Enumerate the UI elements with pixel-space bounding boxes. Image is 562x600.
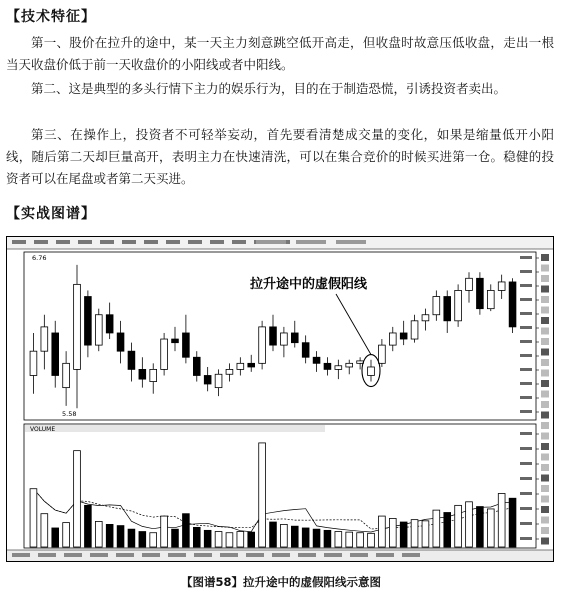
status-item [12, 553, 30, 557]
candle-body [63, 363, 70, 387]
candle-body [226, 369, 233, 374]
volume-bar [63, 523, 70, 547]
menu-item [232, 240, 246, 244]
menu-item [166, 240, 180, 244]
volume-bar [172, 529, 179, 547]
volume-bar [150, 533, 157, 547]
menu-item [210, 240, 224, 244]
status-item [376, 553, 394, 557]
candle-body [400, 333, 407, 339]
annotation-text: 拉升途中的虚假阳线 [250, 277, 368, 292]
candle-body [248, 363, 255, 367]
volume-bar [357, 533, 364, 547]
menu-item [34, 240, 48, 244]
volume-bar [379, 516, 386, 547]
volume-bar [106, 524, 113, 547]
figure-caption: 【图谱58】拉升途中的虚假阳线示意图 [180, 575, 381, 589]
toolbar-button [541, 401, 549, 408]
volume-bar [477, 507, 484, 547]
volume-bar [259, 443, 266, 547]
volume-header-strip [25, 425, 325, 432]
candle-body [368, 367, 375, 376]
candle-body [335, 366, 342, 370]
volume-bar [389, 518, 396, 547]
status-item [402, 553, 420, 557]
toolbar-button [541, 380, 549, 387]
volume-bar [139, 532, 146, 547]
toolbar-button [541, 338, 549, 345]
window-title-part [256, 240, 286, 244]
volume-bar [95, 521, 102, 547]
status-item [272, 553, 290, 557]
volume-bar [455, 505, 462, 547]
candle-body [117, 333, 124, 351]
volume-bar [346, 532, 353, 547]
candle-body [302, 343, 309, 358]
status-item [246, 553, 264, 557]
volume-bar [74, 451, 81, 547]
paragraph-2: 第二、这是典型的多头行情下主力的娱乐行为，目的在于制造恐慌，引诱投资者卖出。 [31, 81, 507, 96]
toolbar-button [541, 506, 549, 513]
candle-body [106, 315, 113, 333]
candle-body [30, 351, 37, 375]
menu-bar-items [12, 240, 366, 244]
price-tick-label [520, 284, 532, 287]
volume-indicator-label: VOLUME [30, 426, 56, 433]
volume-bar [324, 530, 331, 547]
volume-bar [281, 524, 288, 547]
toolbar-button [541, 265, 549, 272]
volume-bar [30, 489, 37, 547]
status-item [220, 553, 238, 557]
status-item [116, 553, 134, 557]
candle-body [172, 339, 179, 343]
menu-item [122, 240, 136, 244]
volume-tick-label [520, 492, 532, 495]
price-tick-label [520, 270, 532, 273]
toolbar-button [541, 254, 549, 261]
volume-bar [411, 520, 418, 547]
volume-bar [466, 502, 473, 547]
candle-body [487, 290, 494, 308]
candle-body [237, 363, 244, 369]
toolbar-button [541, 422, 549, 429]
volume-bar [313, 529, 320, 547]
toolbar-button [541, 359, 549, 366]
volume-bar [85, 505, 92, 547]
candle-body [433, 297, 440, 315]
menu-item [100, 240, 114, 244]
candle-body [52, 333, 59, 376]
status-item [350, 553, 368, 557]
candle-body [281, 333, 288, 345]
volume-bar [270, 522, 277, 547]
candle-body [41, 327, 48, 351]
candle-body [357, 361, 364, 363]
candlestick-chart-svg [6, 236, 554, 562]
candle-body [411, 321, 418, 339]
window-title-part [336, 240, 366, 244]
toolbar-button [541, 517, 549, 524]
toolbar-button [541, 307, 549, 314]
volume-bar [498, 493, 505, 547]
volume-bar [248, 532, 255, 547]
volume-bar [183, 514, 190, 547]
candle-body [193, 357, 200, 375]
candle-body [215, 374, 222, 387]
candle-body [324, 363, 331, 369]
candle-body [161, 339, 168, 369]
candle-body [477, 278, 484, 308]
volume-bar [117, 526, 124, 547]
price-high-label: 6.76 [32, 254, 47, 262]
stock-chart [6, 236, 554, 562]
toolbar-button [541, 527, 549, 534]
toolbar-button [541, 454, 549, 461]
status-item [90, 553, 108, 557]
menu-item [144, 240, 158, 244]
status-item [194, 553, 212, 557]
volume-bar [41, 514, 48, 547]
volume-bar [509, 498, 516, 547]
toolbar-button [541, 317, 549, 324]
toolbar-button [541, 464, 549, 471]
section-heading-features: 【技术特征】 [6, 9, 96, 25]
toolbar-button [541, 433, 549, 440]
volume-bar [302, 528, 309, 547]
candle-body [346, 363, 353, 367]
volume-tick-label [520, 477, 532, 480]
candle-body [95, 315, 102, 345]
volume-tick-label [520, 507, 532, 510]
candle-body [270, 327, 277, 345]
price-tick-label [520, 368, 532, 371]
candle-body [128, 351, 135, 369]
volume-bar [433, 510, 440, 547]
volume-bar [215, 532, 222, 547]
candle-body [291, 333, 298, 343]
paragraph-1: 第一、股价在拉升的途中，某一天主力刻意跳空低开高走，但收盘时故意压低收盘，走出一根当天收盘价低于前一天收盘价的小阳线或者中阳线。 [6, 35, 554, 72]
volume-bar [52, 528, 59, 547]
volume-bar [422, 521, 429, 547]
volume-bar [204, 530, 211, 547]
candle-body [422, 315, 429, 321]
candle-body [389, 333, 396, 345]
candle-body [74, 284, 81, 369]
volume-tick-label [520, 522, 532, 525]
toolbar-button [541, 391, 549, 398]
status-item [64, 553, 82, 557]
price-tick-label [520, 312, 532, 315]
toolbar-button [541, 412, 549, 419]
candle-body [455, 290, 462, 320]
candle-body [85, 297, 92, 346]
candle-body [379, 345, 386, 363]
price-tick-label [520, 396, 532, 399]
price-tick-label [520, 382, 532, 385]
volume-tick-label [520, 462, 532, 465]
price-low-label: 5.58 [62, 410, 77, 418]
volume-bar [226, 533, 233, 547]
toolbar-button [541, 286, 549, 293]
volume-bar [400, 522, 407, 547]
volume-bar [335, 532, 342, 547]
candle-body [466, 278, 473, 290]
status-item [38, 553, 56, 557]
candle-body [204, 375, 211, 384]
toolbar-button [541, 485, 549, 492]
candle-body [509, 282, 516, 327]
toolbar-button [541, 328, 549, 335]
candle-body [498, 282, 505, 291]
paragraph-3: 第三、在操作上，投资者不可轻举妄动，首先要看清楚成交量的变化，如果是缩量低开小阳线，随后第二天却巨量高开，表明主力在快速清洗，可以在集合竞价的时候买进第一仓。稳健的投资者可以在尾盘或者第二天买进。 [6, 127, 554, 186]
menu-item [188, 240, 202, 244]
candle-body [139, 369, 146, 379]
volume-bar [291, 526, 298, 547]
volume-tick-label [520, 537, 532, 540]
menu-item [56, 240, 70, 244]
candle-body [444, 297, 451, 321]
volume-tick-label [520, 447, 532, 450]
toolbar-button [541, 496, 549, 503]
toolbar-button [541, 538, 549, 545]
volume-tick-label [520, 432, 532, 435]
price-tick-label [520, 298, 532, 301]
menu-item [12, 240, 26, 244]
candle-body [183, 333, 190, 357]
toolbar-button [541, 275, 549, 282]
status-item [142, 553, 160, 557]
toolbar-button [541, 349, 549, 356]
volume-bar [128, 529, 135, 547]
status-item [168, 553, 186, 557]
toolbar-button [541, 475, 549, 482]
volume-bar [444, 513, 451, 547]
candle-body [259, 327, 266, 363]
status-item [298, 553, 316, 557]
toolbar-button [541, 443, 549, 450]
price-tick-label [520, 354, 532, 357]
price-tick-label [520, 410, 532, 413]
toolbar-button [541, 296, 549, 303]
volume-bar [487, 509, 494, 547]
section-heading-chart: 【实战图谱】 [6, 206, 96, 222]
price-tick-label [520, 256, 532, 259]
status-item [324, 553, 342, 557]
candle-body [313, 357, 320, 363]
volume-bar [237, 532, 244, 547]
volume-bar [193, 527, 200, 547]
price-tick-label [520, 340, 532, 343]
price-tick-label [520, 326, 532, 329]
window-title-part [296, 240, 326, 244]
candle-body [150, 369, 157, 381]
menu-item [78, 240, 92, 244]
toolbar-button [541, 370, 549, 377]
volume-bar [161, 516, 168, 547]
volume-bar [368, 533, 375, 547]
